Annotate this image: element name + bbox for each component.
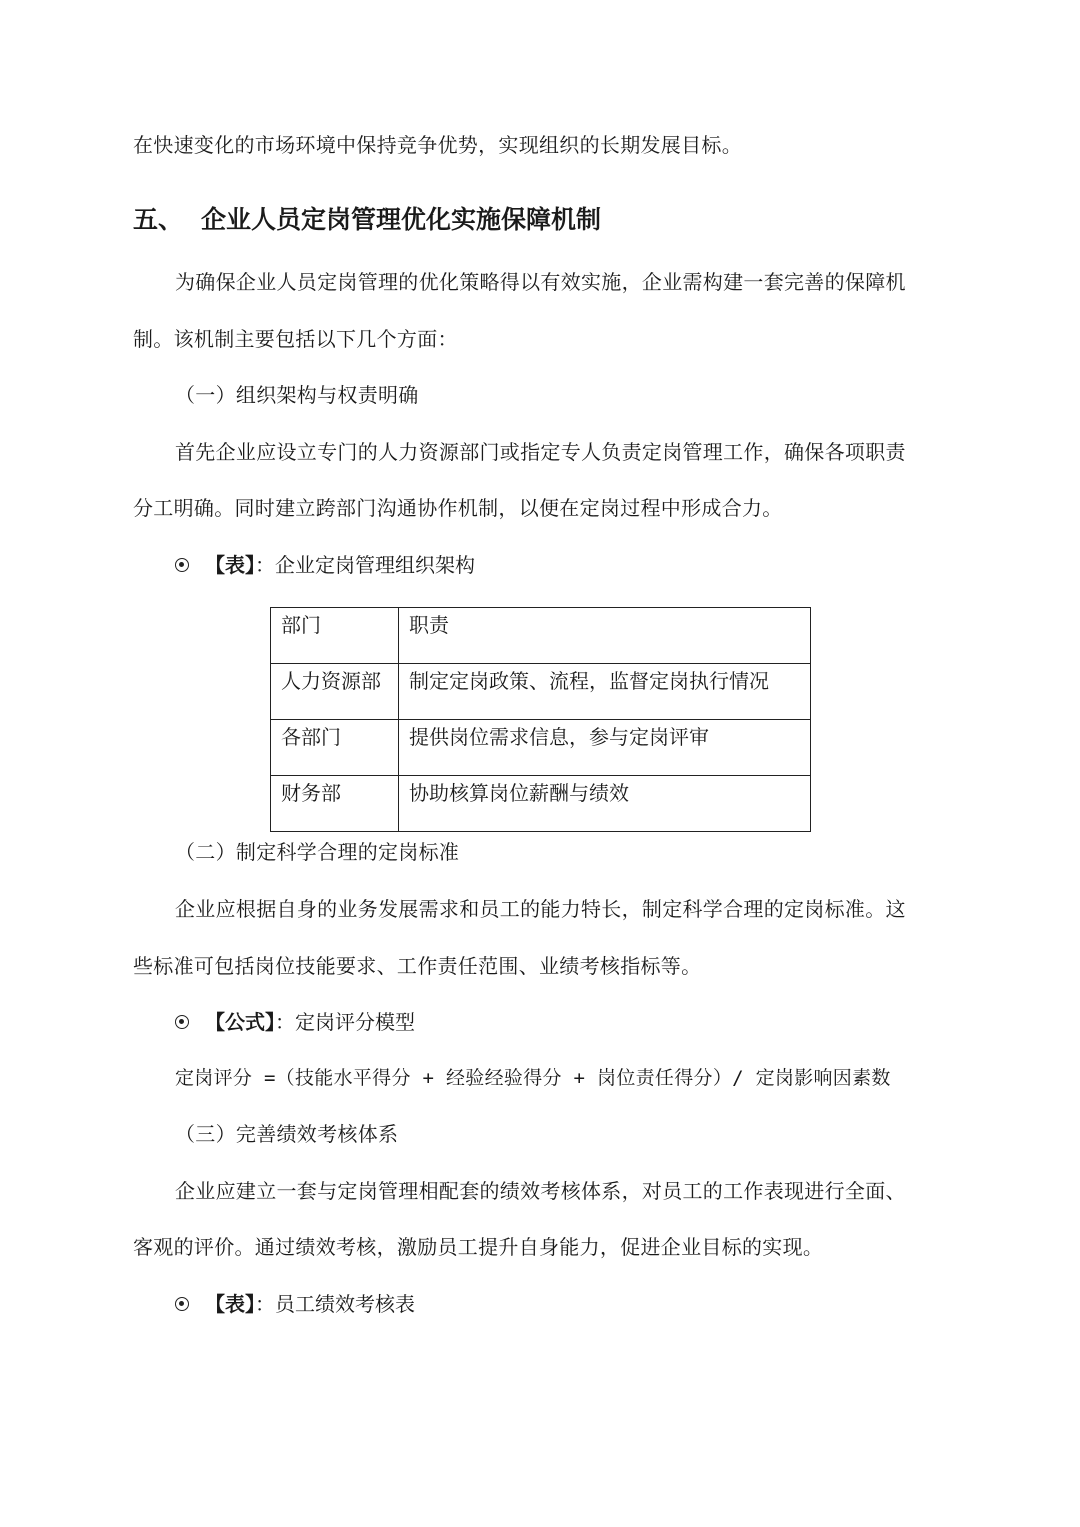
paragraph-line: 些标准可包括岗位技能要求、工作责任范围、业绩考核指标等。 [133, 954, 702, 978]
caption-text: ：定岗评分模型 [275, 1010, 415, 1034]
paragraph-line: 客观的评价。通过绩效考核，激励员工提升自身能力，促进企业目标的实现。 [133, 1235, 824, 1259]
table-caption [175, 551, 475, 579]
subheading: （三）完善绩效考核体系 [175, 1122, 399, 1146]
table-cell: 提供岗位需求信息，参与定岗评审 [399, 720, 811, 776]
table-cell: 各部门 [271, 720, 399, 776]
subheading: （二）制定科学合理的定岗标准 [175, 840, 460, 864]
bullet-icon [175, 558, 189, 572]
caption-tag: 【表】 [205, 1292, 255, 1316]
formula-caption [175, 1008, 415, 1036]
section-title: 企业人员定岗管理优化实施保障机制 [201, 205, 602, 234]
org-structure-table [270, 607, 811, 832]
table-caption [175, 1290, 415, 1318]
table-cell: 财务部 [271, 776, 399, 832]
paragraph-line: 制。该机制主要包括以下几个方面： [133, 327, 458, 351]
table-row [271, 776, 811, 832]
bullet-icon [175, 1297, 189, 1311]
paragraph-line: 首先企业应设立专门的人力资源部门或指定专人负责定岗管理工作，确保各项职责 [175, 440, 906, 464]
bullet-icon [175, 1015, 189, 1029]
table-header-cell: 部门 [271, 608, 399, 664]
caption-tag: 【表】 [205, 553, 255, 577]
paragraph-line: 为确保企业人员定岗管理的优化策略得以有效实施，企业需构建一套完善的保障机 [175, 270, 906, 294]
paragraph-line: 在快速变化的市场环境中保持竞争优势，实现组织的长期发展目标。 [133, 133, 742, 157]
table-row [271, 664, 811, 720]
table-cell: 人力资源部 [271, 664, 399, 720]
caption-text: ：员工绩效考核表 [255, 1292, 415, 1316]
paragraph-line: 企业应建立一套与定岗管理相配套的绩效考核体系，对员工的工作表现进行全面、 [175, 1179, 906, 1203]
section-number: 五、 [133, 205, 184, 234]
paragraph-line: 企业应根据自身的业务发展需求和员工的能力特长，制定科学合理的定岗标准。这 [175, 897, 906, 921]
caption-tag: 【公式】 [205, 1010, 275, 1034]
table-header-cell: 职责 [399, 608, 811, 664]
section-heading [133, 203, 601, 237]
paragraph-line: 分工明确。同时建立跨部门沟通协作机制，以便在定岗过程中形成合力。 [133, 496, 783, 520]
table-cell: 协助核算岗位薪酬与绩效 [399, 776, 811, 832]
table-cell: 制定定岗政策、流程，监督定岗执行情况 [399, 664, 811, 720]
table-header-row [271, 608, 811, 664]
formula-line: 定岗评分 =（技能水平得分 + 经验经验得分 + 岗位责任得分）/ 定岗影响因素数 [175, 1067, 891, 1089]
caption-text: ：企业定岗管理组织架构 [255, 553, 475, 577]
table-row [271, 720, 811, 776]
subheading: （一）组织架构与权责明确 [175, 383, 419, 407]
